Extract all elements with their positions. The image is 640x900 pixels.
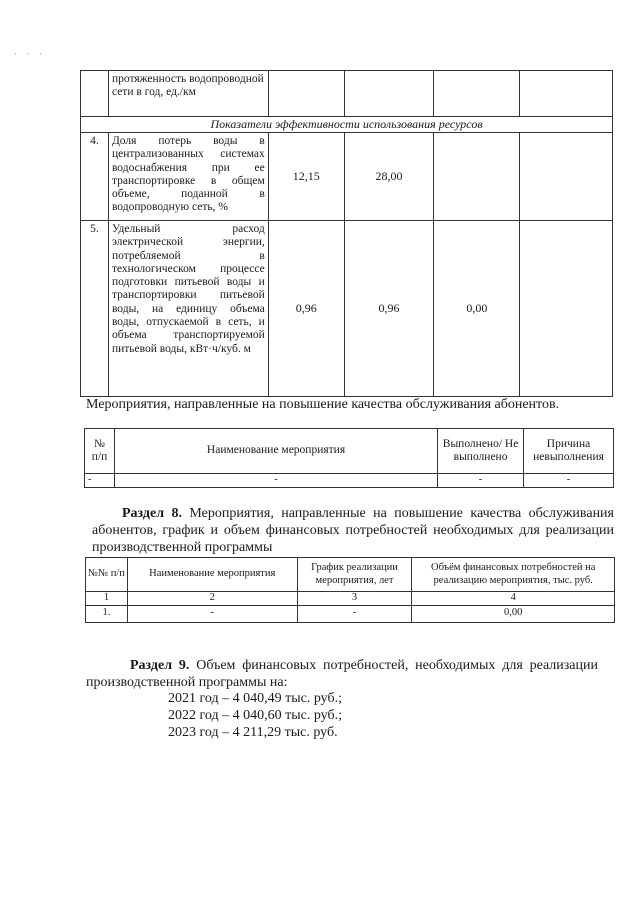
table-index-row <box>86 592 615 606</box>
value-cell: 0,96 <box>268 221 344 397</box>
value-cell: 12,15 <box>268 133 344 221</box>
index-cell: 4 <box>412 592 615 606</box>
header-cell: Наименование мероприятия <box>127 558 297 592</box>
data-cell: - <box>85 474 115 488</box>
measures-table <box>84 428 614 488</box>
year-2023-line: 2023 год – 4 211,29 тыс. руб. <box>168 725 338 740</box>
data-cell: 1. <box>86 605 128 622</box>
table-row <box>81 221 613 397</box>
header-cell: График реализации мероприятия, лет <box>297 558 412 592</box>
year-2022-line: 2022 год – 4 040,60 тыс. руб.; <box>168 708 342 723</box>
scan-marks: · · · <box>14 50 46 59</box>
index-cell: 2 <box>127 592 297 606</box>
section-8-label: Раздел 8. <box>122 506 182 521</box>
table-caption-row <box>81 117 613 133</box>
table-row <box>81 71 613 117</box>
data-cell: - <box>127 605 297 622</box>
value-cell <box>268 71 344 117</box>
section-8-text: Мероприятия, направленные на повышение качества обслуживания абонентов, график и объем финансовых потребностей необходимых для реализации производственной программы <box>92 506 614 555</box>
section-caption: Показатели эффективности использования ресурсов <box>81 117 613 133</box>
header-cell: Причина невыполнения <box>524 429 614 474</box>
row-description: Доля потерь воды в централизованных системах водоснабжения при ее транспортировке в общем объеме, поданной в водопроводную сеть, % <box>108 133 268 221</box>
value-cell: 0,00 <box>434 221 520 397</box>
value-cell <box>520 133 613 221</box>
value-cell <box>520 221 613 397</box>
data-cell: - <box>438 474 524 488</box>
section-8-table <box>85 557 615 623</box>
header-cell: № п/п <box>85 429 115 474</box>
table-row <box>86 605 615 622</box>
desc-cell: протяженность водопроводной сети в год, ед./км <box>108 71 268 117</box>
table-row <box>81 133 613 221</box>
value-cell <box>434 133 520 221</box>
financial-needs-list <box>168 690 342 741</box>
table-row <box>85 474 614 488</box>
section-9-text: Объем финансовых потребностей, необходимых для реализации производственной программы на: <box>86 658 598 690</box>
value-cell <box>520 71 613 117</box>
year-2021-line: 2021 год – 4 040,49 тыс. руб.; <box>168 691 342 706</box>
row-description: Удельный расход электрической энергии, потребляемой в технологическом процессе подготовки питьевой воды и транспортировки питьевой воды, на единицу объема воды, отпускаемой в сеть, и объема транспортируемой питьевой воды, кВт·ч/куб. м <box>108 221 268 397</box>
row-number: 5. <box>81 221 109 397</box>
measures-heading: Мероприятия, направленные на повышение качества обслуживания абонентов. <box>86 397 560 412</box>
section-9-label: Раздел 9. <box>130 658 190 673</box>
table-header-row <box>86 558 615 592</box>
section-8-heading <box>92 505 614 556</box>
value-cell: 28,00 <box>344 133 434 221</box>
num-cell <box>81 71 109 117</box>
section-9-heading <box>86 657 598 691</box>
header-cell: Наименование мероприятия <box>114 429 437 474</box>
data-cell: - <box>114 474 437 488</box>
row-number: 4. <box>81 133 109 221</box>
header-cell: Выполнено/ Не выполнено <box>438 429 524 474</box>
data-cell: - <box>524 474 614 488</box>
value-cell: 0,96 <box>344 221 434 397</box>
indicators-table <box>80 70 613 397</box>
value-cell <box>434 71 520 117</box>
header-cell: Объём финансовых потребностей на реализацию мероприятия, тыс. руб. <box>412 558 615 592</box>
index-cell: 3 <box>297 592 412 606</box>
data-cell: 0,00 <box>412 605 615 622</box>
index-cell: 1 <box>86 592 128 606</box>
table-header-row <box>85 429 614 474</box>
header-cell: №№ п/п <box>86 558 128 592</box>
value-cell <box>344 71 434 117</box>
data-cell: - <box>297 605 412 622</box>
